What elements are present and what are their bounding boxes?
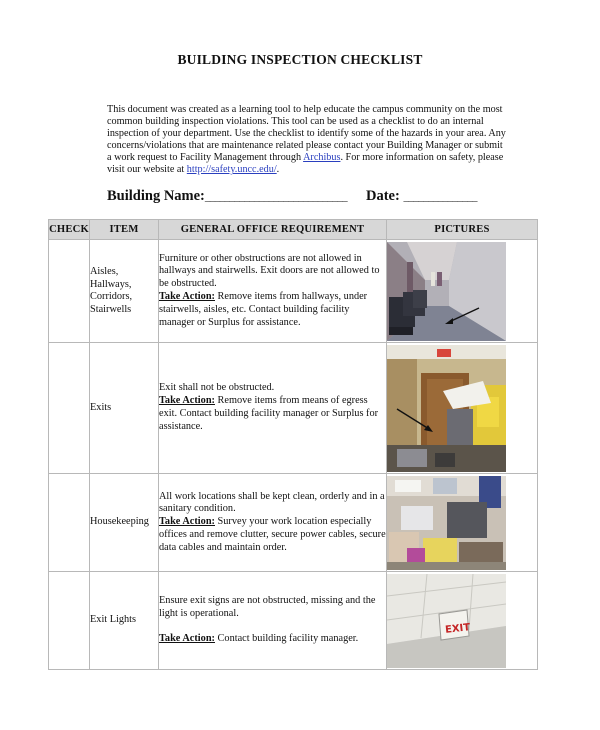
exit-sign-photo <box>387 574 506 668</box>
blocked-exit-photo <box>387 345 506 472</box>
header-item: ITEM <box>90 220 159 240</box>
item-cell <box>90 474 159 572</box>
item-line: Hallways, <box>90 278 132 290</box>
intro-text-2: . For more information on safety, please visit our website at <box>107 152 504 176</box>
picture-cell <box>387 572 538 670</box>
table-row <box>49 343 538 474</box>
item-line: Aisles, <box>90 266 119 277</box>
action-text: Survey your work location especially offices and remove clutter, secure power cables, secure data cables and maintain order. <box>159 516 386 553</box>
item-line: Exit Lights <box>90 614 137 626</box>
table-row <box>49 240 538 343</box>
take-action-label: Take Action: <box>159 516 215 528</box>
document-title: BUILDING INSPECTION CHECKLIST <box>177 52 423 67</box>
table-row <box>49 572 538 670</box>
check-cell[interactable] <box>49 572 90 670</box>
hallway-photo <box>387 242 506 341</box>
item-line: Exits <box>90 401 112 413</box>
table-header-row <box>49 220 538 240</box>
header-pictures: PICTURES <box>387 220 538 240</box>
requirement-text: All work locations shall be kept clean, orderly and in a sanitary condition. <box>159 490 385 515</box>
check-cell[interactable] <box>49 474 90 572</box>
requirement-cell <box>159 343 387 474</box>
picture-cell <box>387 474 538 572</box>
building-name-blank[interactable]: _____________________________ <box>204 191 347 203</box>
exit-sign-text: EXIT <box>444 621 471 636</box>
check-cell[interactable] <box>49 240 90 343</box>
requirement-cell <box>159 240 387 343</box>
item-cell <box>90 343 159 474</box>
item-cell <box>90 240 159 343</box>
item-line: Corridors, <box>90 291 133 302</box>
date-blank[interactable]: _______________ <box>403 191 477 203</box>
requirement-text: Furniture or other obstructions are not allowed in hallways and stairwells. Exit doors are not allowed to be obstructed. <box>159 252 380 290</box>
building-name-label: Building Name: <box>107 188 205 204</box>
intro-paragraph <box>107 104 507 177</box>
archibus-link[interactable]: Archibus <box>303 152 341 164</box>
intro-text-3: . <box>276 164 280 176</box>
check-cell[interactable] <box>49 343 90 474</box>
action-text: Remove items from hallways, under stairwells, aisles, etc. Contact building facility manager or Surplus for assistance. <box>159 291 368 328</box>
cluttered-office-photo <box>387 476 506 570</box>
item-cell <box>90 572 159 670</box>
action-text: Contact building facility manager. <box>214 633 359 645</box>
intro-text-1: This document was created as a learning tool to help educate the campus community on the most common building inspection violations. This tool can be used as a checklist to do an internal inspection of your department. Use the checklist to identify some of the hazards in your area. Any concerns/violations that are maintenance related please contact your Building Manager or submit a work request to Facility Management through <box>107 104 506 164</box>
picture-cell <box>387 240 538 343</box>
inspection-table <box>48 219 538 670</box>
take-action-label: Take Action: <box>159 291 215 302</box>
requirement-text: Ensure exit signs are not obstructed, missing and the light is operational. <box>159 594 376 619</box>
requirement-cell <box>159 474 387 572</box>
requirement-cell <box>159 572 387 670</box>
take-action-label: Take Action: <box>159 395 215 407</box>
table-row <box>49 474 538 572</box>
item-line: Stairwells <box>90 303 132 315</box>
date-label: Date: <box>366 188 400 204</box>
action-text: Remove items from means of egress exit. Contact building facility manager or Surplus for assistance. <box>159 395 379 432</box>
building-name-line <box>107 188 347 205</box>
item-line: Housekeeping <box>90 516 149 528</box>
header-requirement: GENERAL OFFICE REQUIREMENT <box>159 220 387 240</box>
take-action-label: Take Action: <box>159 633 215 645</box>
picture-cell <box>387 343 538 474</box>
safety-website-link[interactable]: http://safety.uncc.edu/ <box>186 164 277 176</box>
date-line <box>366 188 477 205</box>
header-check: CHECK <box>49 220 90 240</box>
requirement-text: Exit shall not be obstructed. <box>159 382 275 394</box>
